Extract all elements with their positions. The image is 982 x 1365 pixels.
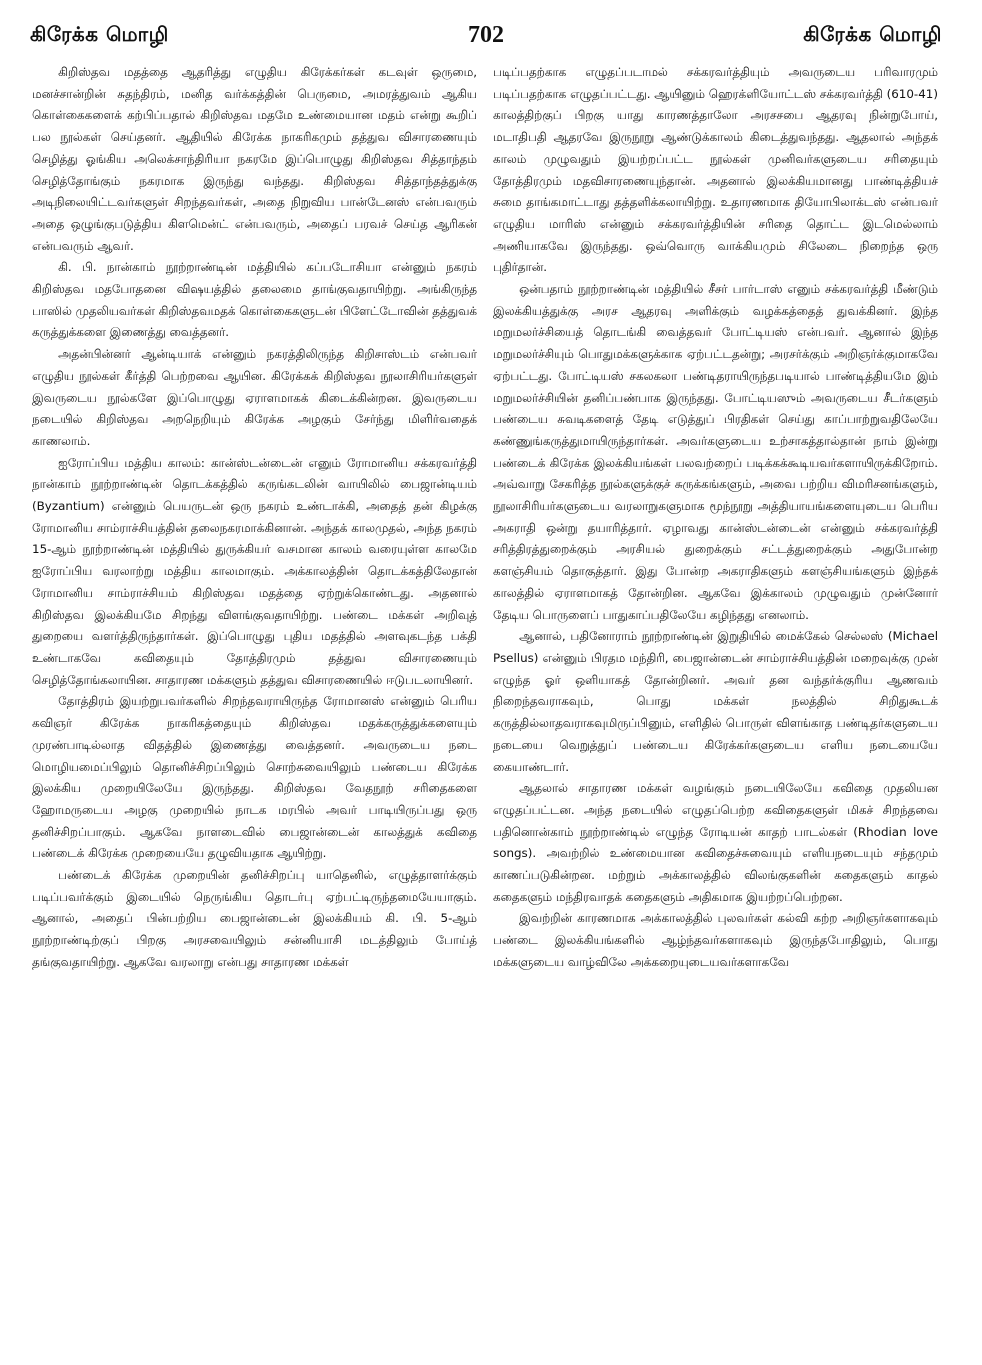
- paragraph: கி. பி. நான்காம் நூற்றாண்டின் மத்தியில் கப்படோசியா என்னும் நகரம் கிறிஸ்தவ மதபோதனை விஷயத்தில் தலைமை தாங்குவதாயிற்று. அங்கிருந்த பாஸில் முதலியவர்கள் கிறிஸ்தவமதக் கொள்கைகளுடன் பிளேட்டோவின் தத்துவக் கருத்துக்களை இணைத்து வைத்தனர்.: [32, 260, 477, 340]
- paragraph: ஆனால், பதினோராம் நூற்றாண்டின் இறுதியில் மைக்கேல் செல்லஸ் (Michael Psellus) என்னும் பிரதம மந்திரி, பைஜான்டைன் சாம்ராச்சியத்தின் மறைவுக்கு முன் எழுந்த ஓர் ஒளியாகத் தோன்றினர். அவர் தன வந்தர்க்குரிய ஆணவம் நிறைந்தவராகவும், பொது மக்கள் நலத்தில் சிறிதுகூடக் கருத்தில்லாதவராகவுமிருப்பினும், எளிதில் பொருள் விளங்காத பண்டிதர்களுடைய நடையை வெறுத்துப் பண்டைய கிரேக்கர்களுடைய எளிய நடையையே கையாண்டார்.: [493, 629, 938, 774]
- running-head-left: கிரேக்க மொழி: [30, 21, 169, 46]
- paragraph: இவற்றின் காரணமாக அக்காலத்தில் புலவர்கள் கல்வி கற்ற அறிஞர்களாகவும் பண்டை இலக்கியங்களில் ஆழ்ந்தவர்களாகவும் இருந்தபோதிலும், பொது மக்களுடைய வாழ்விலே அக்கறையுடையவர்களாகவே: [493, 911, 938, 969]
- paragraph-continued: படிப்பதற்காக எழுதப்படாமல் சக்கரவர்த்தியும் அவருடைய பரிவாரமும் படிப்பதற்காக எழுதப்பட்டது. ஆயினும் ஹெரக்ளியோட்டஸ் சக்கரவர்த்தி (610-41) காலத்திற்குப் பிறகு யாது காரணத்தாலோ அரசசபை ஆதரவு நின்றுபோய், மடாதிபதி ஆதரவே இருநூறு ஆண்டுக்காலம் கிடைத்துவந்தது. ஆதலால் அந்தக் காலம் முழுவதும் இயற்றப்பட்ட நூல்கள் முனிவர்களுடைய சரிதையும் தோத்திரமும் மதவிசாரணையுந்தான். அதனால் இலக்கியமானது பாண்டித்தியச் சுமை தாங்கமாட்டாது தத்தளிக்கலாயிற்று. உதாரணமாக தியோபிலாக்டஸ் என்பவர் எழுதிய மாரிஸ் என்னும் சக்கரவர்த்தியின் சரிதை தொட்ட இடமெல்லாம் அணியாகவே இருந்தது. ஒவ்வொரு வாக்கியமும் சிலேடை நிறைந்த ஒரு புதிர்தான்.: [493, 65, 938, 275]
- paragraph: ஐரோப்பிய மத்திய காலம்: கான்ஸ்டன்டைன் எனும் ரோமானிய சக்கரவர்த்தி நான்காம் நூற்றாண்டின் தொடக்கத்தில் கருங்கடலின் வாயிலில் பைஜான்டியம் (Byzantium) என்னும் பெயருடன் ஒரு நகரம் உண்டாக்கி, அதைத் தன் கிழக்கு ரோமானிய சாம்ராச்சியத்தின் தலைநகரமாக்கினான். அந்தக் காலமுதல், அந்த நகரம் 15-ஆம் நூற்றாண்டின் மத்தியில் துருக்கியர் வசமான காலம் வரையுள்ள காலமே ஐரோப்பிய வரலாற்று மத்திய காலமாகும். அக்காலத்தின் தொடக்கத்திலேதான் ரோமானிய சாம்ராச்சியம் கிறிஸ்தவ மதத்தை ஏற்றுக்கொண்டது. அதனால் கிறிஸ்தவ இலக்கியமே சிறந்து விளங்குவதாயிற்று. பண்டை மக்கள் அறிவுத் துறையை வளர்த்திருந்தார்கள். இப்பொழுது புதிய மதத்தில் அளவுகடந்த பக்தி உண்டாகவே கவிதையும் தோத்திரமும் தத்துவ விசாரணையும் செழித்தோங்கலாயின. சாதாரண மக்களும் தத்துவ விசாரணையில் ஈடுபடலாயினர்.: [32, 455, 477, 687]
- paragraph: அதன்பின்னர் ஆன்டியாக் என்னும் நகரத்திலிருந்த கிறிசாஸ்டம் என்பவர் எழுதிய நூல்கள் கீர்த்தி பெற்றவை ஆயின. கிரேக்கக் கிறிஸ்தவ நூலாசிரியர்களுள் இவருடைய நூல்களே இப்பொழுது ஏராளமாகக் கிடைக்கின்றன. இவருடைய நடையில் கிறிஸ்தவ அறநெறியும் கிரேக்க அழகும் சேர்ந்து மிளிர்வதைக் காணலாம்.: [32, 347, 477, 448]
- paragraph: பண்டைக் கிரேக்க முறையின் தனிச்சிறப்பு யாதெனில், எழுத்தாளர்க்கும் படிப்பவர்க்கும் இடையில் நெருங்கிய தொடர்பு ஏற்பட்டிருந்தமையேயாகும். ஆனால், அதைப் பின்பற்றிய பைஜான்டைன் இலக்கியம் கி. பி. 5-ஆம் நூற்றாண்டிற்குப் பிறகு அரசவையிலும் சன்னியாசி மடத்திலும் போய்த் தங்குவதாயிற்று. ஆகவே வரலாறு என்பது சாதாரண மக்கள்: [32, 868, 477, 969]
- running-head-right: கிரேக்க மொழி: [803, 21, 942, 46]
- text-columns: [32, 62, 938, 1353]
- right-column: [493, 62, 938, 1353]
- paragraph: தோத்திரம் இயற்றுபவர்களில் சிறந்தவராயிருந்த ரோமானஸ் என்னும் பெரிய கவிஞர் கிரேக்க நாகரிகத்தையும் கிறிஸ்தவ மதக்கருத்துக்களையும் முரண்பாடில்லாத விதத்தில் இணைத்து வைத்தனர். அவருடைய நடை மொழியமைப்பிலும் தொனிச்சிறப்பிலும் சொற்சுவையிலும் பண்டைய கிரேக்க இலக்கிய முறையிலேயே இருந்தது. கிறிஸ்தவ வேதநூற் சரிதைகளை ஹோமருடைய அழகு முறையில் நாடக மரபில் அவர் பாடியிருப்பது ஒரு தனிச்சிறப்பாகும். ஆகவே நாளடைவில் பைஜான்டைன் காலத்துக் கவிதை பண்டைக் கிரேக்க முறையையே தழுவியதாக ஆயிற்று.: [32, 694, 477, 861]
- page-number: 702: [468, 21, 504, 48]
- paragraph: கிறிஸ்தவ மதத்தை ஆதரித்து எழுதிய கிரேக்கர்கள் கடவுள் ஒருமை, மனச்சான்றின் சுதந்திரம், மனித வர்க்கத்தின் பெருமை, அமரத்துவம் ஆகிய கொள்கைகளைக் கற்பிப்பதால் கிறிஸ்தவ மதமே உண்மையான மதம் என்று கூறிப் பல நூல்கள் செய்தனர். ஆதியில் கிரேக்க நாகரிகமும் தத்துவ விசாரணையும் செழித்து ஓங்கிய அலெக்சாந்திரியா நகரமே இப்பொழுது கிறிஸ்தவ சித்தாந்தம் செழித்தோங்கும் நகரமாக இருந்து வந்தது. கிறிஸ்தவ சித்தாந்தத்துக்கு அடிநிலையிட்டவர்களுள் சிறந்தவர்கள், அதை நிறுவிய பான்டேனஸ் என்பவரும் அதை ஒழுங்குபடுத்திய கிளமென்ட் என்பவரும், அதைப் பரவச் செய்த ஆரிகன் என்பவரும் ஆவர்.: [32, 65, 477, 253]
- page-header: [30, 18, 942, 52]
- paragraph: ஒன்பதாம் நூற்றாண்டின் மத்தியில் சீசர் பார்டாஸ் எனும் சக்கரவர்த்தி மீண்டும் இலக்கியத்துக்கு அரச ஆதரவு அளிக்கும் வழக்கத்தைத் துவக்கினர். இந்த மறுமலர்ச்சியைத் தொடங்கி வைத்தவர் போட்டியஸ் என்பவர். ஆனால் இந்த மறுமலர்ச்சியும் பொதுமக்களுக்காக ஏற்பட்டதன்று; அரசர்க்கும் அறிஞர்க்குமாகவே ஏற்பட்டது. போட்டியஸ் சகலகலா பண்டிதராயிருந்தபடியால் பாண்டித்தியமே இம் மறுமலர்ச்சியின் தனிப்பண்பாக இருந்தது. போட்டியஸும் அவருடைய சீடர்களும் பண்டைய சுவடிகளைத் தேடி எடுத்துப் பிரதிகள் செய்து காப்பாற்றுவதிலேயே கண்ணுங்கருத்துமாயிருந்தார்கள். அவர்களுடைய உற்சாகத்தால்தான் நாம் இன்று பண்டைக் கிரேக்க இலக்கியங்கள் பலவற்றைப் படிக்கக்கூடியவர்களாயிருக்கிறோம். அவ்வாறு சேகரித்த நூல்களுக்குச் சுருக்கங்களும், அவை பற்றிய விமரிசனங்களும், நூலாசிரியர்களுடைய வரலாறுகளுமாக மூந்நூறு அத்தியாயங்களையுடைய பெரிய அகராதி ஒன்று தயாரித்தார். ஏழாவது கான்ஸ்டன்டைன் என்னும் சக்கரவர்த்தி சரித்திரத்துறைக்கும் அரசியல் துறைக்கும் சட்டத்துறைக்கும் அதுபோன்ற களஞ்சியம் தொகுத்தார். இது போன்ற அகராதிகளும் களஞ்சியங்களும் இந்தக் காலத்தில் ஏராளமாகத் தோன்றின. ஆகவே இக்காலம் முழுவதும் முன்னோர் தேடிய பொருளைப் பாதுகாப்பதிலேயே கழிந்தது எனலாம்.: [493, 282, 938, 622]
- left-column: [32, 62, 477, 1353]
- paragraph: ஆதலால் சாதாரண மக்கள் வழங்கும் நடையிலேயே கவிதை முதலியன எழுதப்பட்டன. அந்த நடையில் எழுதப்பெற்ற கவிதைகளுள் மிகச் சிறந்தவை பதினொன்காம் நூற்றாண்டில் எழுந்த ரோடியன் காதற் பாடல்கள் (Rhodian love songs). அவற்றில் உண்மையான கவிதைச்சுவையும் எளியநடையும் சந்தமும் காணப்படுகின்றன. மற்றும் அக்காலத்தில் விலங்குகளின் கதைகளும் காதல் கதைகளும் மந்திரவாதக் கதைகளும் அதிகமாக இயற்றப்பெற்றன.: [493, 781, 938, 904]
